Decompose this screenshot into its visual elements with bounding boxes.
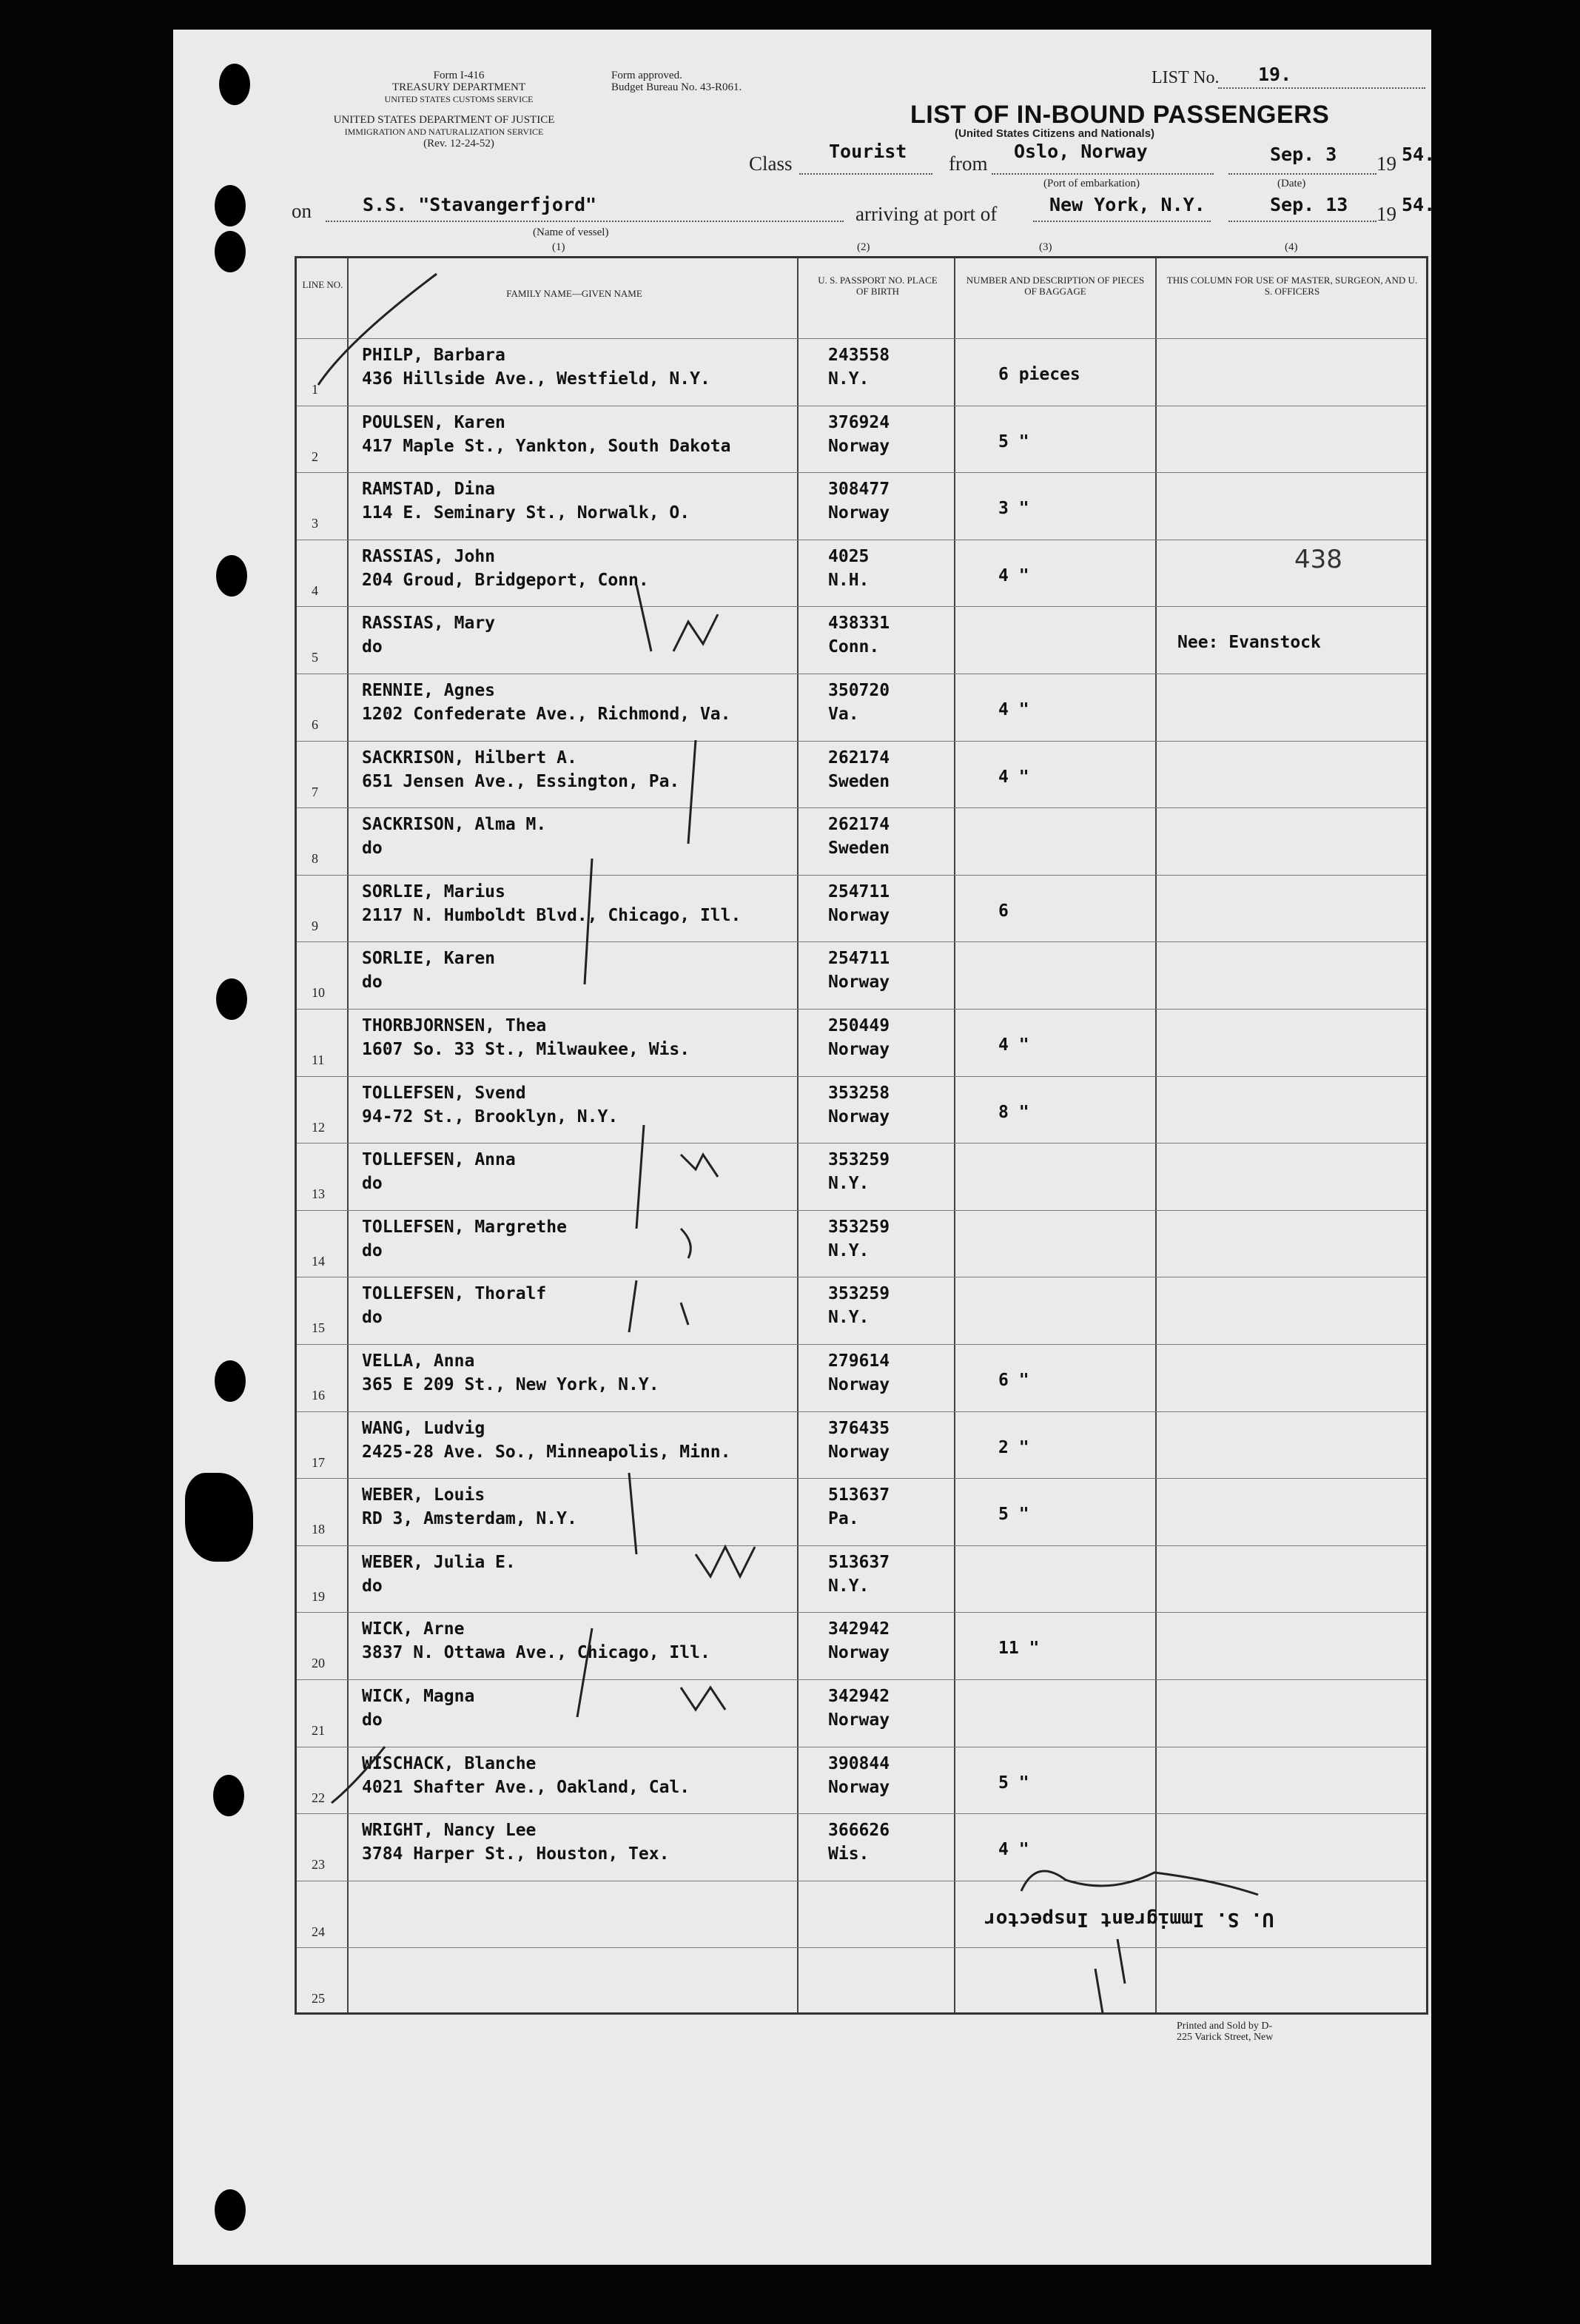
printer-line-1: Printed and Sold by D- bbox=[1177, 2021, 1273, 2032]
list-number: 19. bbox=[1258, 64, 1292, 85]
place-of-birth: Norway bbox=[828, 1442, 890, 1462]
passenger-address: do bbox=[362, 1710, 383, 1730]
form-approved: Form approved. bbox=[611, 70, 682, 81]
header-officers: THIS COLUMN FOR USE OF MASTER, SURGEON, AND U. S. OFFICERS bbox=[1166, 275, 1418, 297]
passenger-name: WICK, Arne bbox=[362, 1619, 465, 1639]
passport-number: 350720 bbox=[828, 681, 890, 700]
place-of-birth: Norway bbox=[828, 1643, 890, 1663]
passport-number: 513637 bbox=[828, 1552, 890, 1572]
binder-hole bbox=[215, 185, 246, 226]
place-of-birth: Norway bbox=[828, 1040, 890, 1059]
passport-number: 353259 bbox=[828, 1217, 890, 1237]
line-number: 17 bbox=[312, 1454, 325, 1470]
passenger-name: RAMSTAD, Dina bbox=[362, 480, 496, 500]
line-number: 20 bbox=[312, 1656, 325, 1671]
passenger-name: TOLLEFSEN, Thoralf bbox=[362, 1284, 547, 1304]
from-line bbox=[992, 173, 1214, 175]
baggage-count: 5 " bbox=[998, 1773, 1029, 1793]
passport-number: 353259 bbox=[828, 1150, 890, 1170]
table-row bbox=[297, 1076, 1426, 1144]
table-row bbox=[297, 1679, 1426, 1747]
page-subtitle: (United States Citizens and Nationals) bbox=[955, 127, 1155, 140]
place-of-birth: Norway bbox=[828, 905, 890, 925]
passenger-name: RENNIE, Agnes bbox=[362, 681, 496, 700]
line-number: 1 bbox=[312, 382, 318, 397]
passenger-address: 4021 Shafter Ave., Oakland, Cal. bbox=[362, 1777, 690, 1797]
line-number: 5 bbox=[312, 650, 318, 665]
embarkation-date: Sep. 3 bbox=[1270, 144, 1337, 165]
table-row bbox=[297, 1210, 1426, 1278]
passenger-address: 94-72 St., Brooklyn, N.Y. bbox=[362, 1106, 619, 1126]
table-row bbox=[297, 1813, 1426, 1881]
place-of-birth: Norway bbox=[828, 1106, 890, 1126]
place-of-birth: Norway bbox=[828, 436, 890, 456]
passport-number: 353259 bbox=[828, 1284, 890, 1304]
list-number-line bbox=[1218, 87, 1425, 89]
passport-number: 250449 bbox=[828, 1016, 890, 1035]
passport-number: 342942 bbox=[828, 1687, 890, 1706]
baggage-count: 6 " bbox=[998, 1371, 1029, 1390]
passenger-name: SORLIE, Marius bbox=[362, 881, 505, 901]
passenger-name: PHILP, Barbara bbox=[362, 346, 505, 365]
table-row bbox=[297, 606, 1426, 674]
date-label: (Date) bbox=[1277, 178, 1306, 189]
passenger-address: do bbox=[362, 1576, 383, 1596]
passenger-address: 1607 So. 33 St., Milwaukee, Wis. bbox=[362, 1040, 690, 1059]
place-of-birth: Conn. bbox=[828, 637, 880, 657]
arrival-year: 54. bbox=[1402, 194, 1436, 215]
passport-number: 342942 bbox=[828, 1619, 890, 1639]
passenger-address: 3784 Harper St., Houston, Tex. bbox=[362, 1844, 670, 1864]
passenger-address: 651 Jensen Ave., Essington, Pa. bbox=[362, 771, 680, 791]
baggage-count: 4 " bbox=[998, 1840, 1029, 1860]
header-passport: U. S. PASSPORT NO. PLACE OF BIRTH bbox=[818, 275, 938, 297]
embarkation-label: (Port of embarkation) bbox=[1043, 178, 1140, 189]
passenger-name: RASSIAS, Mary bbox=[362, 614, 496, 634]
line-number: 16 bbox=[312, 1388, 325, 1403]
passenger-name: TOLLEFSEN, Svend bbox=[362, 1083, 526, 1103]
place-of-birth: Sweden bbox=[828, 839, 890, 859]
place-of-birth: Norway bbox=[828, 1375, 890, 1394]
place-of-birth: Sweden bbox=[828, 771, 890, 791]
passport-number: 262174 bbox=[828, 815, 890, 835]
table-row bbox=[297, 741, 1426, 809]
passenger-address: 2425-28 Ave. So., Minneapolis, Minn. bbox=[362, 1442, 731, 1462]
line-number: 10 bbox=[312, 985, 325, 1001]
officer-note: 438 bbox=[1294, 544, 1342, 574]
passenger-address: do bbox=[362, 1308, 383, 1328]
line-number: 7 bbox=[312, 784, 318, 799]
passport-number: 390844 bbox=[828, 1753, 890, 1773]
table-row bbox=[297, 1277, 1426, 1345]
year-prefix: 19 bbox=[1376, 203, 1396, 225]
binder-hole bbox=[215, 231, 246, 272]
vessel-line bbox=[326, 221, 844, 222]
passenger-address: do bbox=[362, 1240, 383, 1260]
passport-number: 4025 bbox=[828, 546, 870, 566]
line-number: 8 bbox=[312, 851, 318, 867]
place-of-birth: N.Y. bbox=[828, 1174, 870, 1194]
page-title: LIST OF IN-BOUND PASSENGERS bbox=[910, 101, 1330, 129]
column-number-1: (1) bbox=[552, 241, 565, 253]
passport-number: 353258 bbox=[828, 1083, 890, 1103]
arrival-date: Sep. 13 bbox=[1270, 194, 1348, 215]
on-label: on bbox=[292, 200, 312, 222]
header-baggage: NUMBER AND DESCRIPTION OF PIECES OF BAGGAGE bbox=[966, 275, 1145, 297]
place-of-birth: Va. bbox=[828, 705, 859, 724]
passenger-address: 365 E 209 St., New York, N.Y. bbox=[362, 1375, 659, 1394]
arrival-port: New York, N.Y. bbox=[1049, 194, 1206, 215]
form-revision: (Rev. 12-24-52) bbox=[423, 138, 494, 150]
passenger-name: WISCHACK, Blanche bbox=[362, 1753, 537, 1773]
baggage-count: 4 " bbox=[998, 700, 1029, 719]
line-number: 24 bbox=[312, 1924, 325, 1939]
table-row bbox=[297, 1747, 1426, 1815]
budget-bureau: Budget Bureau No. 43-R061. bbox=[611, 81, 742, 93]
header-line-no: LINE NO. bbox=[302, 279, 343, 290]
passport-number: 243558 bbox=[828, 346, 890, 365]
inspector-signature-label: U. S. Immigrant Inspector bbox=[984, 1908, 1274, 1930]
passport-number: 513637 bbox=[828, 1485, 890, 1505]
header-name: FAMILY NAME—GIVEN NAME bbox=[506, 288, 642, 299]
binder-hole bbox=[213, 1775, 244, 1816]
table-row bbox=[297, 1411, 1426, 1480]
passport-number: 438331 bbox=[828, 614, 890, 634]
place-of-birth: Norway bbox=[828, 973, 890, 993]
passenger-address: 3837 N. Ottawa Ave., Chicago, Ill. bbox=[362, 1643, 710, 1663]
binder-hole bbox=[216, 555, 247, 597]
passenger-table bbox=[295, 256, 1428, 2015]
baggage-count: 4 " bbox=[998, 565, 1029, 585]
form-number: Form I-416 bbox=[433, 70, 485, 81]
passport-number: 366626 bbox=[828, 1821, 890, 1841]
column-number-2: (2) bbox=[857, 241, 870, 253]
binder-hole bbox=[185, 1473, 253, 1562]
place-of-birth: N.H. bbox=[828, 570, 870, 590]
baggage-count: 3 " bbox=[998, 499, 1029, 519]
printer-line-2: 225 Varick Street, New bbox=[1177, 2032, 1274, 2043]
place-of-birth: N.Y. bbox=[828, 369, 870, 389]
table-row bbox=[297, 406, 1426, 474]
passenger-name: TOLLEFSEN, Anna bbox=[362, 1150, 516, 1170]
passenger-name: TOLLEFSEN, Margrethe bbox=[362, 1217, 567, 1237]
table-row bbox=[297, 540, 1426, 608]
table-row bbox=[297, 941, 1426, 1010]
passenger-name: POULSEN, Karen bbox=[362, 412, 505, 432]
passenger-name: SACKRISON, Alma M. bbox=[362, 815, 547, 835]
table-row bbox=[297, 1612, 1426, 1680]
baggage-count: 6 bbox=[998, 901, 1009, 921]
dept-immigration: IMMIGRATION AND NATURALIZATION SERVICE bbox=[344, 127, 544, 137]
line-number: 4 bbox=[312, 582, 318, 598]
line-number: 3 bbox=[312, 516, 318, 531]
embarkation-port: Oslo, Norway bbox=[1014, 141, 1148, 162]
baggage-count: 4 " bbox=[998, 1035, 1029, 1055]
table-row bbox=[297, 674, 1426, 742]
table-row bbox=[297, 1143, 1426, 1211]
line-number: 11 bbox=[312, 1052, 325, 1067]
passenger-name: SACKRISON, Hilbert A. bbox=[362, 748, 577, 768]
table-row bbox=[297, 1478, 1426, 1546]
passenger-name: WICK, Magna bbox=[362, 1687, 475, 1706]
passenger-name: THORBJORNSEN, Thea bbox=[362, 1016, 547, 1035]
passport-number: 279614 bbox=[828, 1351, 890, 1371]
passenger-name: VELLA, Anna bbox=[362, 1351, 475, 1371]
line-number: 2 bbox=[312, 449, 318, 464]
line-number: 21 bbox=[312, 1723, 325, 1738]
line-number: 22 bbox=[312, 1790, 325, 1805]
place-of-birth: Norway bbox=[828, 503, 890, 523]
binder-hole bbox=[219, 64, 250, 105]
class-line bbox=[799, 173, 932, 175]
officer-note: Nee: Evanstock bbox=[1177, 633, 1321, 653]
table-row bbox=[297, 1947, 1426, 2015]
binder-hole bbox=[215, 1360, 246, 1402]
passenger-name: WRIGHT, Nancy Lee bbox=[362, 1821, 537, 1841]
passenger-address: do bbox=[362, 839, 383, 859]
baggage-count: 6 pieces bbox=[998, 365, 1080, 384]
passenger-address: 1202 Confederate Ave., Richmond, Va. bbox=[362, 705, 731, 724]
passenger-name: SORLIE, Karen bbox=[362, 949, 496, 969]
arriving-label: arriving at port of bbox=[855, 203, 998, 225]
passenger-name: RASSIAS, John bbox=[362, 546, 496, 566]
line-number: 14 bbox=[312, 1253, 325, 1269]
passport-number: 254711 bbox=[828, 949, 890, 969]
place-of-birth: Norway bbox=[828, 1710, 890, 1730]
line-number: 19 bbox=[312, 1588, 325, 1604]
embarkation-year: 54. bbox=[1402, 144, 1436, 165]
line-number: 6 bbox=[312, 717, 318, 732]
place-of-birth: Wis. bbox=[828, 1844, 870, 1864]
table-row bbox=[297, 807, 1426, 876]
dept-customs: UNITED STATES CUSTOMS SERVICE bbox=[384, 94, 534, 104]
place-of-birth: N.Y. bbox=[828, 1240, 870, 1260]
baggage-count: 11 " bbox=[998, 1639, 1040, 1659]
arrival-date-line bbox=[1228, 221, 1376, 222]
binder-hole bbox=[215, 2189, 246, 2231]
class-value: Tourist bbox=[829, 141, 907, 162]
table-row bbox=[297, 875, 1426, 943]
line-number: 12 bbox=[312, 1119, 325, 1135]
baggage-count: 5 " bbox=[998, 431, 1029, 451]
class-label: Class bbox=[749, 152, 793, 175]
passenger-address: do bbox=[362, 1174, 383, 1194]
binder-hole bbox=[216, 978, 247, 1020]
passport-number: 254711 bbox=[828, 881, 890, 901]
line-number: 15 bbox=[312, 1320, 325, 1336]
baggage-count: 8 " bbox=[998, 1102, 1029, 1122]
embark-date-line bbox=[1228, 173, 1376, 175]
table-row bbox=[297, 338, 1426, 406]
from-label: from bbox=[949, 152, 988, 175]
passenger-address: 114 E. Seminary St., Norwalk, O. bbox=[362, 503, 690, 523]
passenger-address: 204 Groud, Bridgeport, Conn. bbox=[362, 570, 649, 590]
place-of-birth: N.Y. bbox=[828, 1308, 870, 1328]
table-row bbox=[297, 1545, 1426, 1613]
line-number: 23 bbox=[312, 1857, 325, 1873]
passport-number: 376924 bbox=[828, 412, 890, 432]
line-number: 13 bbox=[312, 1186, 325, 1202]
passenger-name: WEBER, Julia E. bbox=[362, 1552, 516, 1572]
passenger-name: WANG, Ludvig bbox=[362, 1418, 485, 1438]
line-number: 25 bbox=[312, 1991, 325, 2006]
place-of-birth: Pa. bbox=[828, 1509, 859, 1529]
passenger-address: RD 3, Amsterdam, N.Y. bbox=[362, 1509, 577, 1529]
passenger-name: WEBER, Louis bbox=[362, 1485, 485, 1505]
passenger-address: do bbox=[362, 973, 383, 993]
baggage-count: 5 " bbox=[998, 1505, 1029, 1525]
column-number-4: (4) bbox=[1285, 241, 1298, 253]
passenger-address: 2117 N. Humboldt Blvd., Chicago, Ill. bbox=[362, 905, 742, 925]
passport-number: 262174 bbox=[828, 748, 890, 768]
line-number: 18 bbox=[312, 1522, 325, 1537]
passport-number: 376435 bbox=[828, 1418, 890, 1438]
baggage-count: 2 " bbox=[998, 1437, 1029, 1457]
table-row bbox=[297, 472, 1426, 540]
line-number: 9 bbox=[312, 918, 318, 933]
passenger-address: 417 Maple St., Yankton, South Dakota bbox=[362, 436, 731, 456]
list-number-label: LIST No. bbox=[1152, 68, 1220, 87]
passport-number: 308477 bbox=[828, 480, 890, 500]
vessel-label: (Name of vessel) bbox=[533, 226, 609, 238]
passenger-address: do bbox=[362, 637, 383, 657]
column-number-3: (3) bbox=[1039, 241, 1052, 253]
passenger-address: 436 Hillside Ave., Westfield, N.Y. bbox=[362, 369, 710, 389]
vessel-name: S.S. "Stavangerfjord" bbox=[363, 194, 597, 215]
place-of-birth: Norway bbox=[828, 1777, 890, 1797]
year-prefix: 19 bbox=[1376, 152, 1396, 175]
dept-treasury: TREASURY DEPARTMENT bbox=[391, 81, 526, 93]
table-row bbox=[297, 1009, 1426, 1077]
dept-justice: UNITED STATES DEPARTMENT OF JUSTICE bbox=[333, 114, 555, 126]
table-row bbox=[297, 1344, 1426, 1412]
arrival-port-line bbox=[1033, 221, 1211, 222]
baggage-count: 4 " bbox=[998, 767, 1029, 787]
place-of-birth: N.Y. bbox=[828, 1576, 870, 1596]
